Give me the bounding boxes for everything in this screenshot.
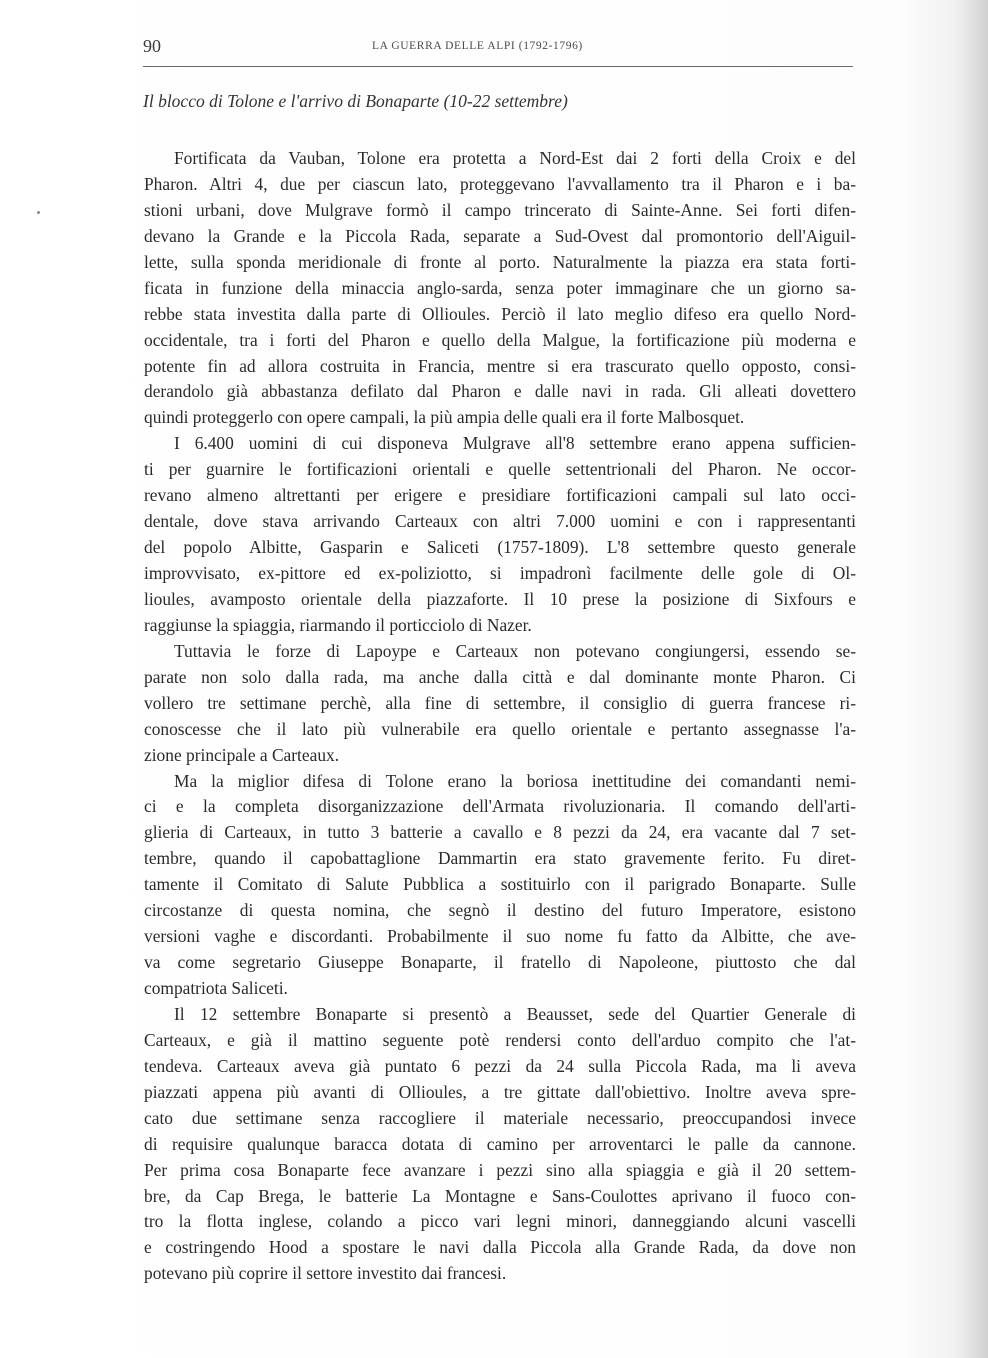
text-line: tembre, quando il capobattaglione Dammartin era stato gravemente ferito. Fu diret- xyxy=(144,848,856,869)
paragraph xyxy=(144,639,856,769)
running-head: LA GUERRA DELLE ALPI (1792-1796) xyxy=(372,40,583,52)
section-title: Il blocco di Tolone e l'arrivo di Bonaparte (10-22 settembre) xyxy=(143,91,568,111)
text-line: Per prima cosa Bonaparte fece avanzare i pezzi sino alla spiaggia e già il 20 settem- xyxy=(144,1159,856,1180)
text-line: dentale, dove stava arrivando Carteaux con altri 7.000 uomini e con i rappresentanti xyxy=(144,511,856,532)
text-line: cato due settimane senza raccogliere il materiale necessario, preoccupandosi invece xyxy=(144,1107,856,1128)
text-line: I 6.400 uomini di cui disponeva Mulgrave all'8 settembre erano appena sufficien- xyxy=(174,433,856,454)
text-line: di requisire qualunque baracca dotata di camino per arroventarci le palle da cannone. xyxy=(144,1133,856,1154)
text-line: zione principale a Carteaux. xyxy=(144,744,340,765)
text-line: Fortificata da Vauban, Tolone era protetta a Nord-Est dai 2 forti della Croix e del xyxy=(174,148,856,168)
text-line: potente fin ad allora costruita in Francia, mentre si era trascurato quello opposto, consi- xyxy=(144,355,856,376)
text-line: quindi proteggerlo con opere campali, la più ampia delle quali era il forte Malbosquet. xyxy=(144,407,745,428)
text-line: compatriota Saliceti. xyxy=(144,978,288,998)
body-text xyxy=(144,146,856,1287)
text-line: derandolo già abbastanza defilato dal Pharon e dalle navi in rada. Gli alleati dovettero xyxy=(144,381,856,402)
text-line: lioules, avamposto orientale della piazzaforte. Il 10 prese la posizione di Sixfours e xyxy=(144,588,856,609)
text-line: va come segretario Giuseppe Bonaparte, il fratello di Napoleone, piuttosto che dal xyxy=(144,952,856,973)
text-line: Tuttavia le forze di Lapoype e Carteaux non potevano congiungersi, essendo se- xyxy=(174,640,856,661)
text-line: tro la flotta inglese, colando a picco vari legni minori, danneggiando alcuni vascelli xyxy=(144,1211,856,1232)
text-line: Il 12 settembre Bonaparte si presentò a Beausset, sede del Quartier Generale di xyxy=(174,1003,856,1024)
text-line: piazzati appena più avanti di Ollioules, a tre gittate dall'obiettivo. Inoltre aveva spre- xyxy=(144,1081,856,1102)
text-line: circostanze di questa nomina, che segnò il destino del futuro Imperatore, esistono xyxy=(144,900,856,921)
paragraph xyxy=(144,146,856,431)
text-line: e costringendo Hood a spostare le navi dalla Piccola alla Grande Rada, da dove non xyxy=(144,1237,856,1258)
text-line: del popolo Albitte, Gasparin e Saliceti (1757-1809). L'8 settembre questo generale xyxy=(144,537,856,558)
text-line: devano la Grande e la Piccola Rada, separate a Sud-Ovest dal promontorio dell'Aiguil- xyxy=(144,225,856,246)
text-line: occidentale, tra i forti del Pharon e quello della Malgue, la fortificazione più moderna e xyxy=(144,329,856,350)
text-line: lette, sulla sponda meridionale di fronte al porto. Naturalmente la piazza era stata forti- xyxy=(144,251,856,272)
header-rule xyxy=(143,66,853,67)
paragraph xyxy=(144,769,856,1002)
paragraph xyxy=(144,431,856,639)
text-line: Ma la miglior difesa di Tolone erano la boriosa inettitudine dei comandanti nemi- xyxy=(174,770,856,791)
text-line: parate non solo dalla rada, ma anche dalla città e dal dominante monte Pharon. Ci xyxy=(144,666,856,687)
text-line: bre, da Cap Brega, le batterie La Montagne e Sans-Coulottes aprivano il fuoco con- xyxy=(144,1185,856,1206)
text-line: ficata in funzione della minaccia anglo-sarda, senza poter immaginare che un giorno sa- xyxy=(144,277,856,298)
text-line: improvvisato, ex-pittore ed ex-poliziotto, si impadronì facilmente delle gole di Ol- xyxy=(144,563,856,583)
text-line: versioni vaghe e discordanti. Probabilmente il suo nome fu fatto da Albitte, che ave- xyxy=(144,926,856,947)
text-line: ci e la completa disorganizzazione dell'Armata rivoluzionaria. Il comando dell'arti- xyxy=(144,796,856,817)
text-line: conoscesse che il lato più vulnerabile era quello orientale e pertanto assegnasse l'a- xyxy=(144,718,856,739)
text-line: raggiunse la spiaggia, riarmando il porticciolo di Nazer. xyxy=(144,614,532,635)
paragraph xyxy=(144,1002,856,1287)
scan-speck xyxy=(37,211,40,214)
text-line: Carteaux, e già il mattino seguente potè rendersi conto dell'arduo compito che l'at- xyxy=(144,1029,856,1050)
text-line: Pharon. Altri 4, due per ciascun lato, proteggevano l'avvallamento tra il Pharon e i ba- xyxy=(144,173,856,194)
text-line: vollero tre settimane perchè, alla fine di settembre, il consiglio di guerra francese ri- xyxy=(144,692,856,713)
text-line: tamente il Comitato di Salute Pubblica a sostituirlo con il parigrado Bonaparte. Sulle xyxy=(144,874,856,895)
text-line: ti per guarnire le fortificazioni orientali e quelle settentrionali del Pharon. Ne occor- xyxy=(144,459,856,480)
page-number: 90 xyxy=(143,36,161,56)
text-line: revano almeno altrettanti per erigere e presidiare fortificazioni campali sul lato occi- xyxy=(144,485,856,506)
text-line: tendeva. Carteaux aveva già puntato 6 pezzi da 24 sulla Piccola Rada, ma li aveva xyxy=(144,1055,856,1076)
text-line: potevano più coprire il settore investito dai francesi. xyxy=(144,1263,507,1284)
text-line: stioni urbani, dove Mulgrave formò il campo trincerato di Sainte-Anne. Sei forti difen- xyxy=(144,199,856,220)
text-line: rebbe stata investita dalla parte di Ollioules. Perciò il lato meglio difeso era quello Nord- xyxy=(144,303,856,324)
text-line: glieria di Carteaux, in tutto 3 batterie a cavallo e 8 pezzi da 24, era vacante dal 7 set- xyxy=(144,822,856,843)
